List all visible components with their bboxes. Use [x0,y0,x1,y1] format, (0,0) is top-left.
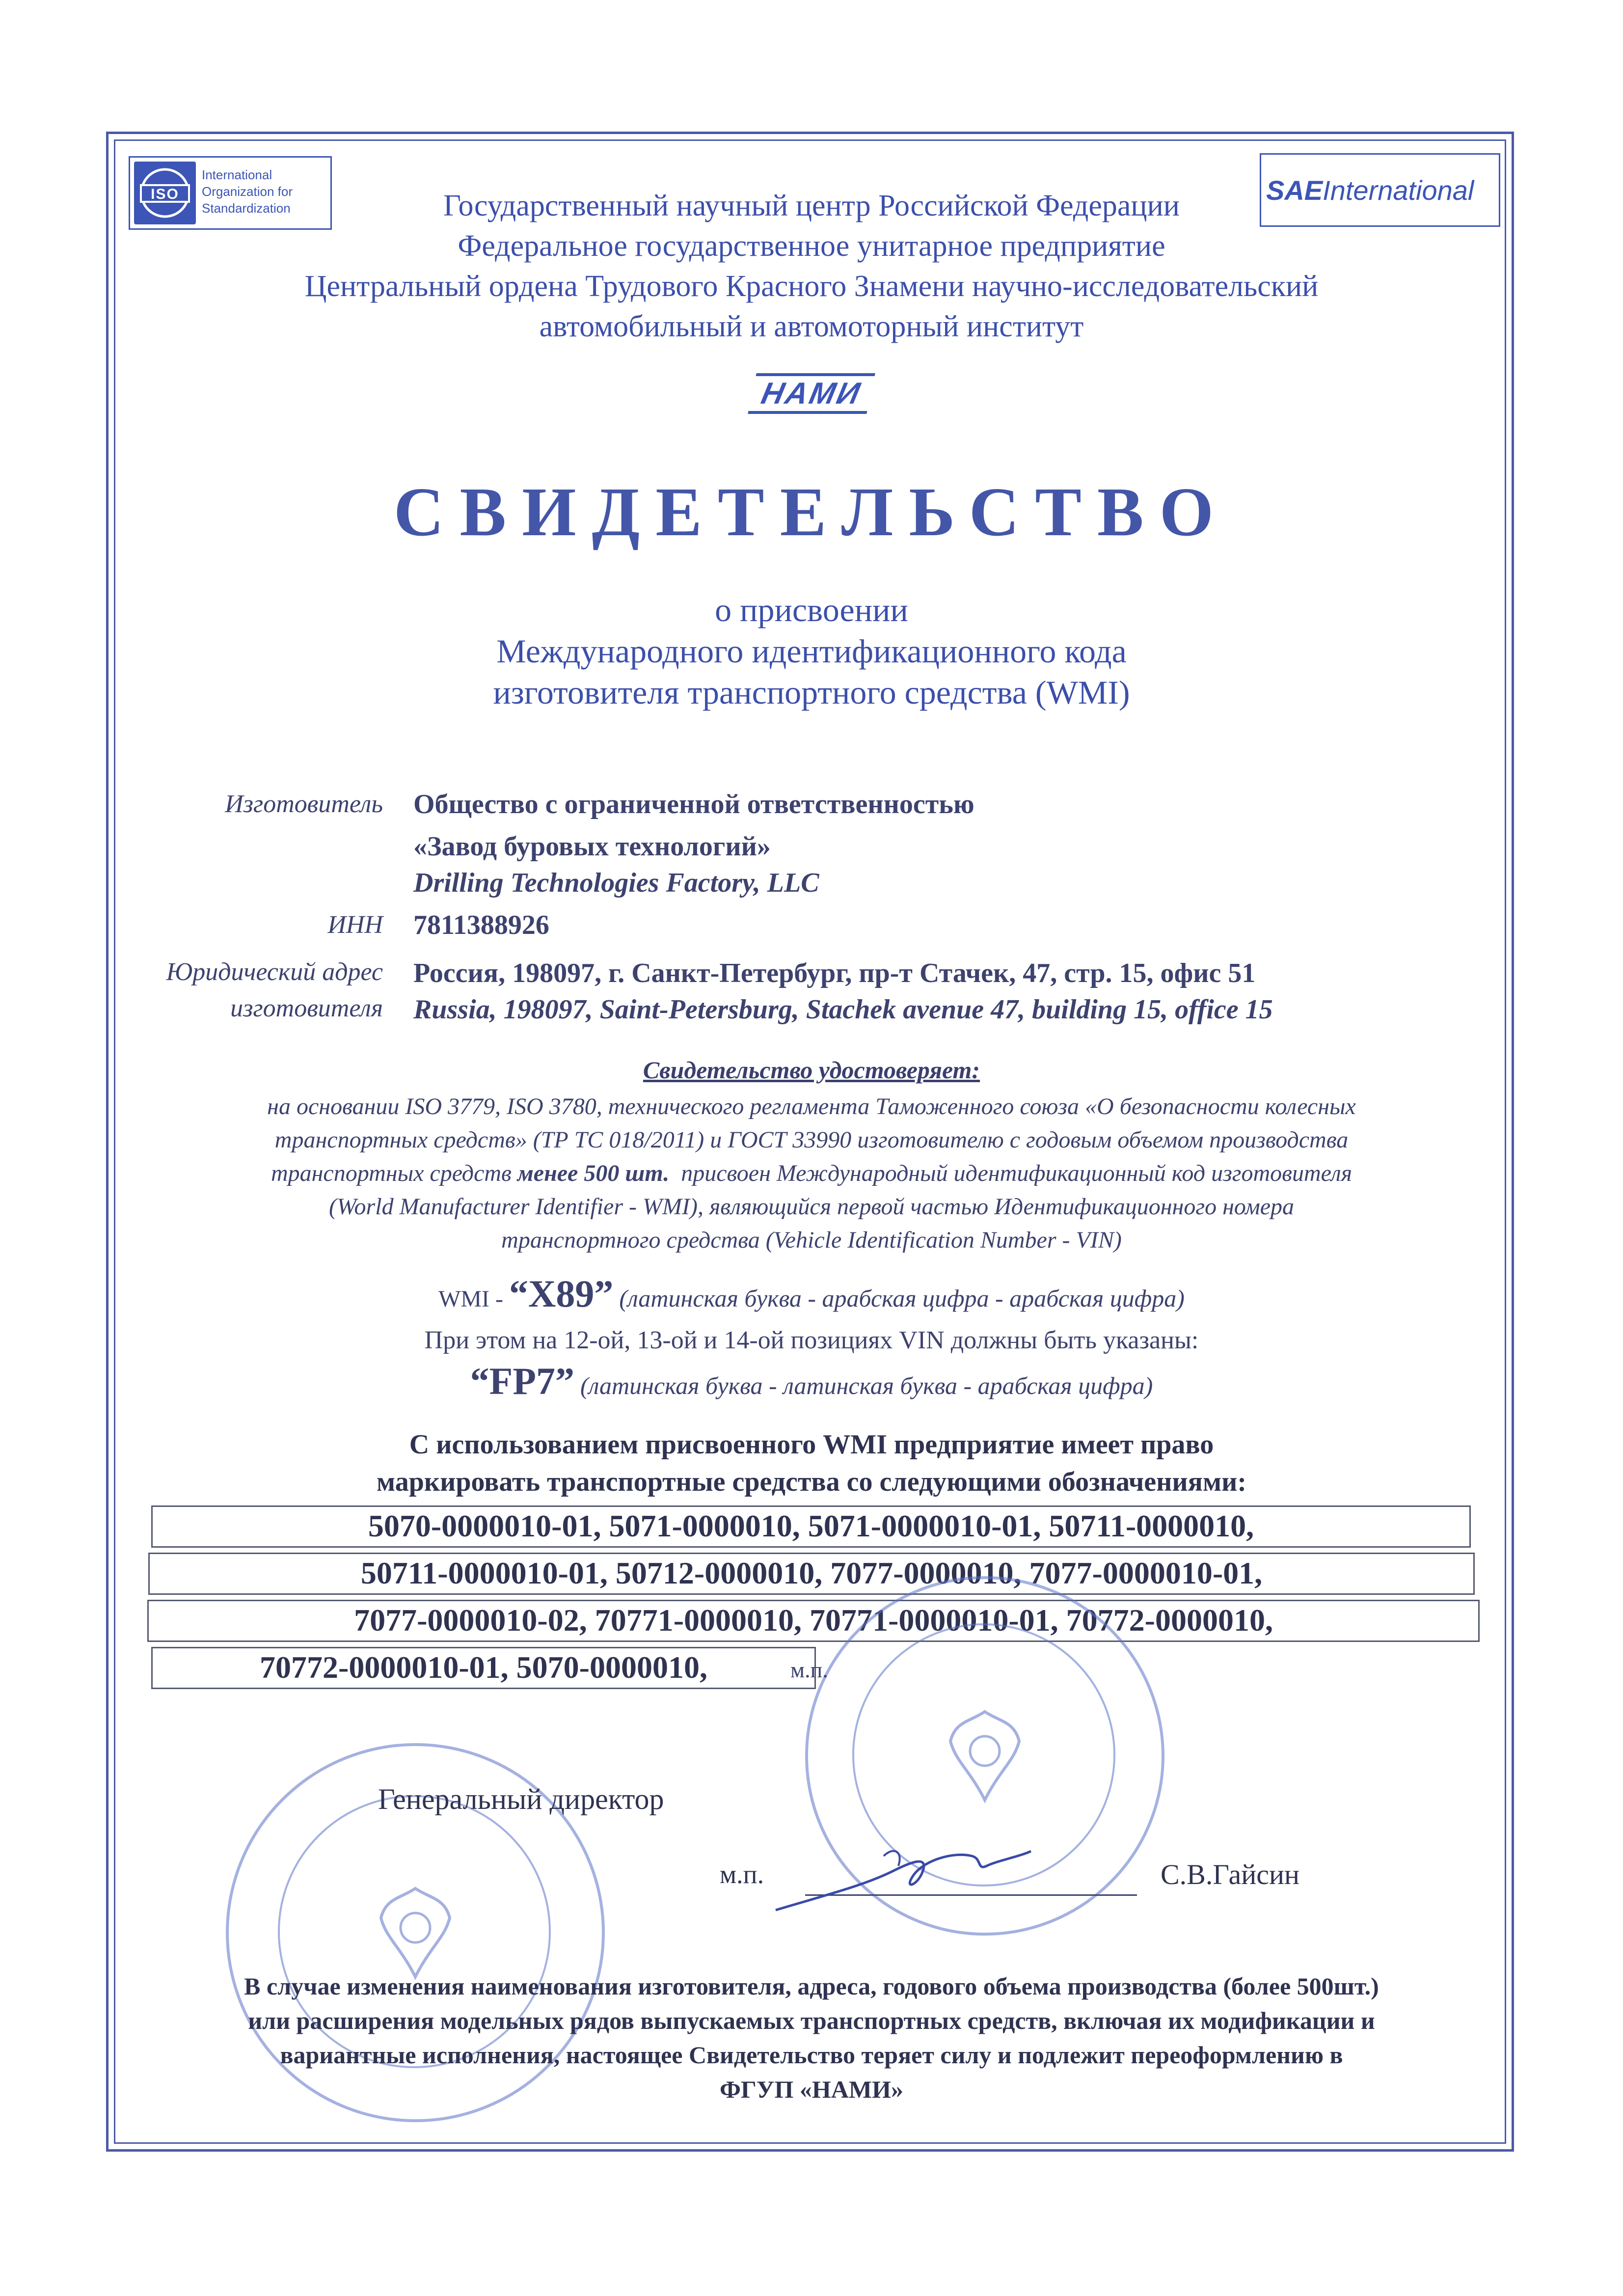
model-row: 50711-0000010-01, 50712-0000010, 7077-0000010, 7077-0000010-01, [148,1553,1475,1595]
sae-text: International [1323,175,1474,206]
nami-text: НАМИ [758,377,865,410]
manufacturer-name-en: Drilling Technologies Factory, LLC [413,868,819,898]
manufacturer-name-ru-2: «Завод буровых технологий» [413,831,771,862]
footer-line: или расширения модельных рядов выпускаемых транспортных средств, включая их модификации и [248,2007,1375,2034]
signer-position: Генеральный директор [378,1783,664,1815]
header-line: Федеральное государственное унитарное предприятие [458,229,1165,263]
nami-logo [118,373,1505,414]
header-line: автомобильный и автомоторный институт [539,310,1084,343]
footer-note [118,1969,1505,2106]
address-label-2: изготовителя [230,994,383,1022]
certifies-line-prefix: транспортных средств [270,1160,512,1186]
rights-line: С использованием присвоенного WMI предприятие имеет право [409,1429,1214,1460]
certifies-line: транспортных средств» (ТР ТС 018/2011) и ГОСТ 33990 изготовителю с годовым объемом производства [274,1127,1349,1153]
certifies-text [118,1090,1505,1257]
model-row: 5070-0000010-01, 5071-0000010, 5071-0000010-01, 50711-0000010, [151,1505,1471,1548]
wmi-code: “X89” [509,1272,614,1315]
subtitle-line: Международного идентификационного кода [496,632,1127,670]
rights-text [118,1426,1505,1501]
address-en: Russia, 198097, Saint-Petersburg, Stachek avenue 47, building 15, office 15 [413,994,1273,1025]
vin-code-note: (латинская буква - латинская буква - арабская цифра) [580,1372,1153,1399]
stamp-place-mark: м.п. [790,1657,828,1682]
subtitle-line: о присвоении [715,591,908,629]
header-block [118,186,1505,347]
iso-text-line: Standardization [202,201,291,216]
stamp-place-mark: м.п. [720,1859,764,1889]
vin-code: “FP7” [470,1360,574,1402]
manufacturer-label: Изготовитель [225,790,383,818]
sae-mark-icon: SAE [1266,175,1323,206]
certifies-line: на основании ISO 3779, ISO 3780, технического регламента Таможенного союза «О безопасности колесных [267,1093,1356,1120]
iso-text-line: International [202,167,272,182]
wmi-line [118,1272,1505,1316]
signature-icon [766,1836,1041,1925]
production-volume: менее 500 шт. [517,1160,670,1186]
address-ru: Россия, 198097, г. Санкт-Петербург, пр-т Стачек, 47, стр. 15, офис 51 [413,958,1256,988]
model-row: 70772-0000010-01, 5070-0000010, [151,1647,816,1689]
certifies-line-suffix: присвоен Международный идентификационный код изготовителя [681,1160,1352,1186]
subtitle [118,589,1505,713]
header-line: Центральный ордена Трудового Красного Знамени научно-исследовательский [304,270,1319,303]
header-line: Государственный научный центр Российской Федерации [443,189,1180,222]
footer-line: вариантные исполнения, настоящее Свидетельство теряет силу и подлежит переоформлению в [280,2041,1343,2069]
inn-value: 7811388926 [413,910,549,940]
document-title: СВИДЕТЕЛЬСТВО [393,473,1230,550]
rights-line: маркировать транспортные средства со следующими обозначениями: [376,1467,1247,1497]
inn-label: ИНН [327,911,383,939]
footer-line: ФГУП «НАМИ» [720,2076,903,2103]
subtitle-line: изготовителя транспортного средства (WMI) [493,674,1130,711]
model-row: 7077-0000010-02, 70771-0000010, 70771-0000010-01, 70772-0000010, [147,1600,1480,1642]
certifies-line: (World Manufacturer Identifier - WMI), являющийся первой частью Идентификационного номера [328,1194,1295,1220]
vin-line: При этом на 12-ой, 13-ой и 14-ой позициях VIN должны быть указаны: [424,1326,1199,1354]
manufacturer-name-ru: Общество с ограниченной ответственностью [413,789,974,820]
iso-text-line: Organization for [202,184,293,199]
certifies-line: транспортного средства (Vehicle Identification Number - VIN) [501,1227,1122,1253]
svg-text:ISO: ISO [151,186,179,202]
footer-line: В случае изменения наименования изготовителя, адреса, годового объема производства (более 500шт.) [244,1972,1379,2000]
wmi-code-note: (латинская буква - арабская цифра - арабская цифра) [619,1285,1185,1312]
signer-name: С.В.Гайсин [1161,1859,1300,1890]
vin-code-line [118,1359,1505,1403]
wmi-prefix: WMI - [438,1286,504,1312]
certifies-line-volume [118,1157,1505,1190]
certifies-heading-text: Свидетельство удостоверяет: [643,1056,980,1084]
address-label: Юридический адрес [166,958,383,986]
certifies-heading [118,1056,1505,1084]
